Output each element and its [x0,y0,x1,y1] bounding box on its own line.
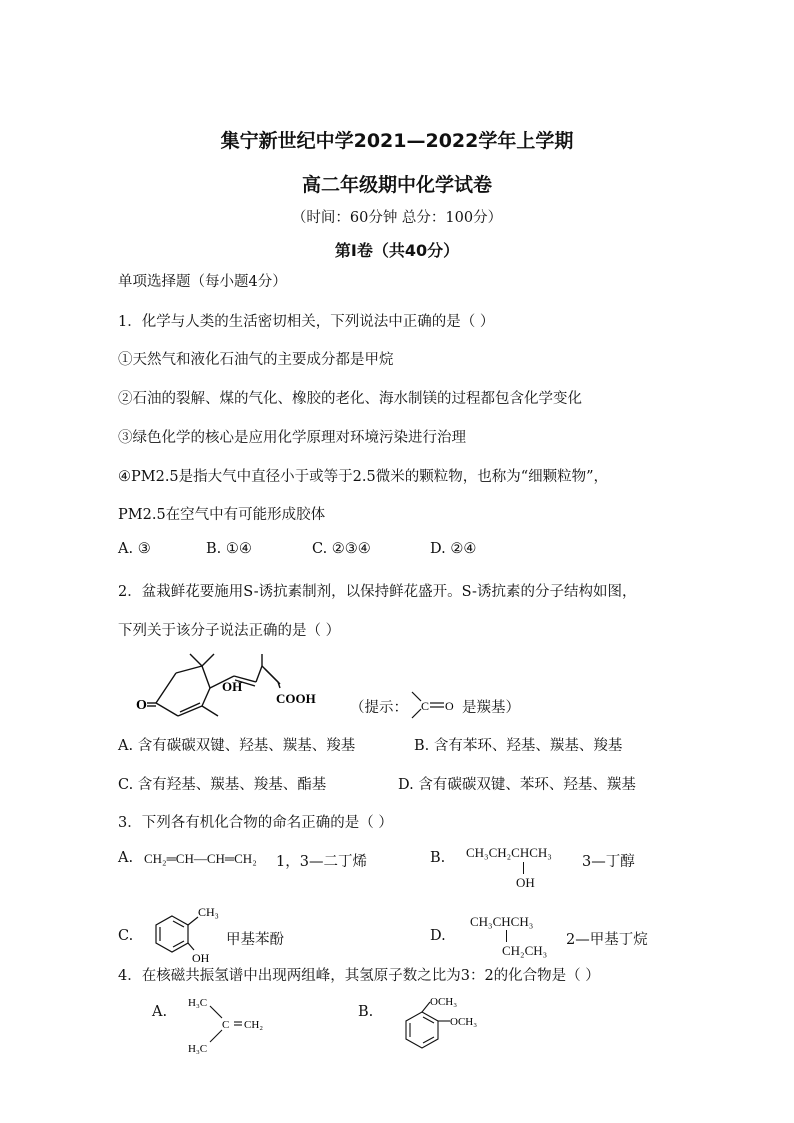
q2-option-c: C. 含有羟基、羰基、羧基、酯基 [118,777,327,793]
q1-statement: PM2.5在空气中有可能形成胶体 [118,507,326,523]
q3-d-name: 2—甲基丁烷 [566,932,648,948]
q2-option-a: A. 含有碳碳双键、羟基、羰基、羧基 [118,738,356,754]
hint-o-label: O [445,699,454,713]
q2-hint-prefix: （提示： [350,700,408,716]
b-och3-1: OCH₃ [430,996,458,1008]
q1-option-d: D. ②④ [430,541,477,557]
q4-b-structure [392,990,502,1060]
a-h3c-bottom: H₃C [188,1043,208,1055]
q3-d-bond [506,930,507,942]
q2-hint-suffix: 是羰基） [462,700,520,716]
time-info: （时间：60分钟 总分：100分） [291,210,503,226]
q1-statement: ②石油的裂解、煤的气化、橡胶的老化、海水制镁的过程都包含化学变化 [118,391,582,407]
b-och3-2: OCH₃ [450,1016,478,1028]
q3-b-bond [523,862,524,874]
q2-stem-line2: 下列关于该分子说法正确的是（ ） [118,623,341,639]
q1-option-a: A. ③ [118,541,151,557]
a-ch2: CH₂ [244,1019,264,1031]
q3-b-label: B. [430,850,446,866]
cooh-label: COOH [276,691,316,706]
q1-option-b: B. ①④ [206,541,252,557]
q1-stem: 1．化学与人类的生活密切相关，下列说法中正确的是（ ） [118,314,495,330]
q2-option-b: B. 含有苯环、羟基、羰基、羧基 [414,738,623,754]
q3-a-label: A. [118,850,134,866]
q3-d-sub: CH₂CH₃ [502,943,548,958]
q3-c-name: 甲基苯酚 [226,932,284,948]
carbonyl-hint-icon [404,688,462,722]
instruction: 单项选择题（每小题4分） [118,274,287,290]
oh-label: OH [222,679,243,694]
q1-statement: ④PM2.5是指大气中直径小于或等于2.5微米的颗粒物，也称为“细颗粒物”， [118,469,609,485]
q3-d-label: D. [430,928,446,944]
section-title: 第Ⅰ卷（共40分） [334,241,460,260]
q1-statement: ③绿色化学的核心是应用化学原理对环境污染进行治理 [118,430,466,446]
q4-a-structure [184,990,284,1058]
q4-stem: 4．在核磁共振氢谱中出现两组峰，其氢原子数之比为3：2的化合物是（ ） [118,968,600,984]
q3-a-name: 1，3—二丁烯 [276,854,367,870]
q3-b-name: 3—丁醇 [582,854,635,870]
q3-b-sub: OH [516,875,535,890]
q3-a-formula: CH₂═CH—CH═CH₂ [144,851,257,866]
q1-statement: ①天然气和液化石油气的主要成分都是甲烷 [118,352,394,368]
q2-option-d: D. 含有碳碳双键、苯环、羟基、羰基 [398,777,636,793]
q4-a-label: A. [152,1004,168,1020]
s-abscisic-acid-structure [130,648,360,720]
school-line: 集宁新世纪中学2021—2022学年上学期 [220,130,574,152]
a-c: C [222,1019,230,1031]
hint-c-label: C [421,699,430,713]
exam-title: 高二年级期中化学试卷 [301,174,492,196]
q2-stem-line1: 2．盆栽鲜花要施用S-诱抗素制剂，以保持鲜花盛开。S-诱抗素的分子结构如图， [118,584,637,600]
ketone-o-label: O [136,698,147,713]
q1-option-c: C. ②③④ [312,541,371,557]
q3-stem: 3．下列各有机化合物的命名正确的是（ ） [118,815,393,831]
q3-d-formula: CH₃CHCH₃ [470,914,534,929]
c-ch3-label: CH₃ [198,905,219,919]
q4-b-label: B. [358,1004,374,1020]
c-oh-label: OH [192,951,210,965]
q3-c-label: C. [118,928,134,944]
q3-b-formula: CH₃CH₂CHCH₃ [466,845,552,860]
a-h3c-top: H₃C [188,997,208,1009]
methylphenol-structure [148,900,228,966]
